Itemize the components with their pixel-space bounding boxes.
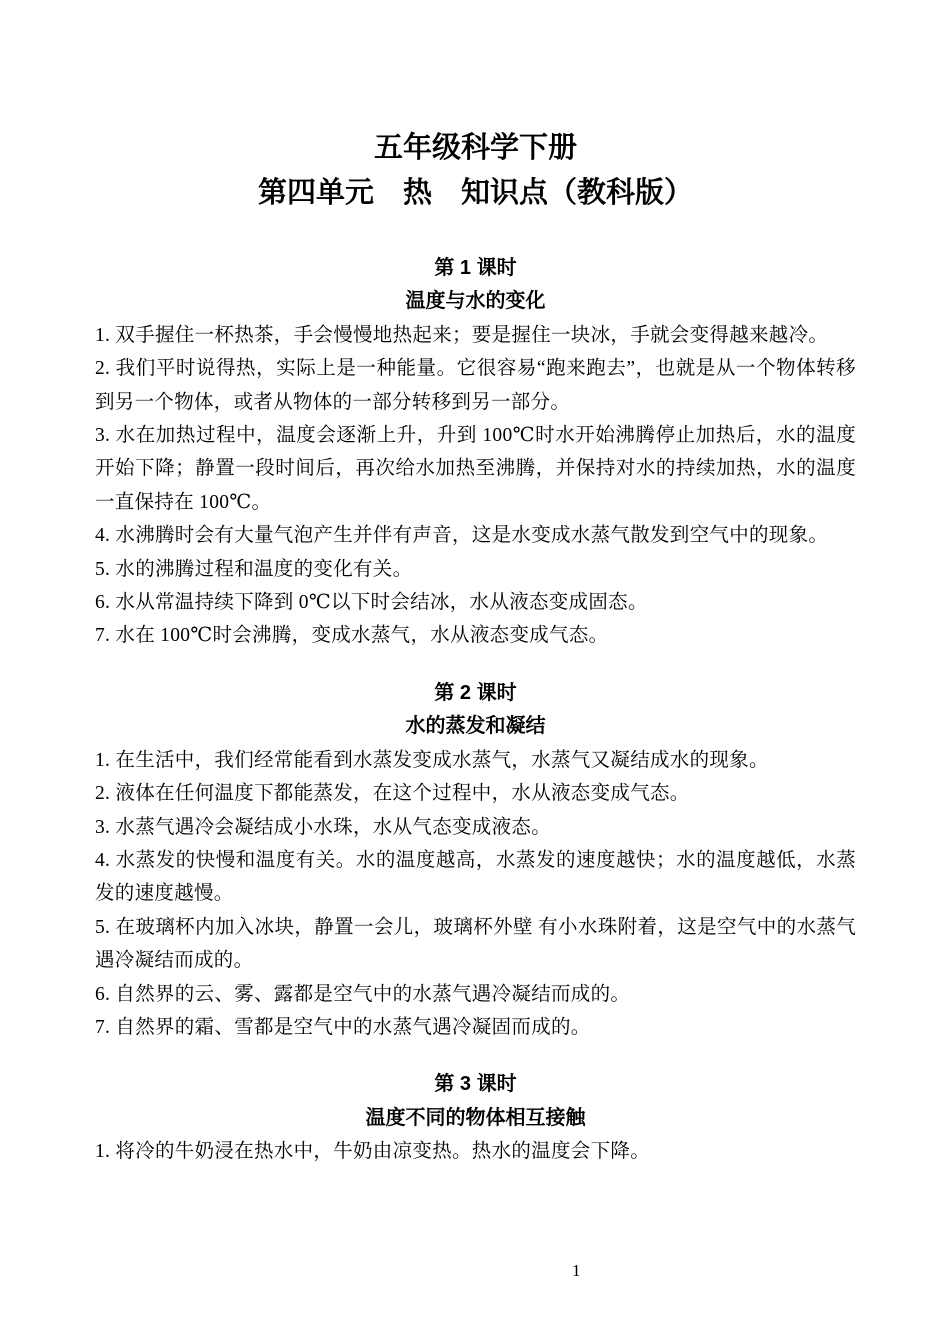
knowledge-point: 3. 水在加热过程中，温度会逐渐上升，升到 100℃时水开始沸腾停止加热后，水的温度开始下降；静置一段时间后，再次给水加热至沸腾，并保持对水的持续加热，水的温度一直保持在 100℃。 — [95, 425, 856, 513]
lesson-title: 温度不同的物体相互接触 — [365, 1106, 586, 1129]
page-number: 1 — [572, 1261, 581, 1280]
lesson-title: 水的蒸发和凝结 — [405, 715, 546, 738]
lesson-section-3 — [95, 1068, 856, 1168]
knowledge-point: 7. 自然界的霜、雪都是空气中的水蒸气遇冷凝固而成的。 — [95, 1016, 591, 1038]
lesson-heading: 第 3 课时 — [434, 1073, 517, 1096]
knowledge-point: 1. 双手握住一杯热茶，手会慢慢地热起来；要是握住一块冰，手就会变得越来越冷。 — [95, 324, 829, 346]
lesson-title: 温度与水的变化 — [405, 290, 546, 313]
lesson-section-1 — [95, 252, 856, 653]
knowledge-point: 1. 在生活中，我们经常能看到水蒸发变成水蒸气，水蒸气又凝结成水的现象。 — [95, 749, 769, 771]
knowledge-point: 5. 在玻璃杯内加入冰块，静置一会儿，玻璃杯外壁 有小水珠附着，这是空气中的水蒸气遇冷凝结而成的。 — [95, 916, 856, 972]
knowledge-point: 4. 水蒸发的快慢和温度有关。水的温度越高，水蒸发的速度越快；水的温度越低，水蒸发的速度越慢。 — [95, 849, 856, 905]
knowledge-point: 6. 水从常温持续下降到 0℃以下时会结冰，水从液态变成固态。 — [95, 592, 648, 614]
lesson-section-2 — [95, 677, 856, 1044]
knowledge-point: 2. 我们平时说得热，实际上是一种能量。它很容易“跑来跑去”，也就是从一个物体转移到另一个物体，或者从物体的一部分转移到另一部分。 — [95, 358, 856, 413]
knowledge-point: 4. 水沸腾时会有大量气泡产生并伴有声音，这是水变成水蒸气散发到空气中的现象。 — [95, 525, 829, 547]
knowledge-point: 2. 液体在任何温度下都能蒸发，在这个过程中，水从液态变成气态。 — [95, 783, 690, 805]
doc-subtitle: 第四单元 热 知识点（教科版） — [257, 177, 693, 209]
lesson-heading: 第 1 课时 — [434, 257, 517, 279]
lesson-heading: 第 2 课时 — [434, 681, 517, 704]
doc-title: 五年级科学下册 — [373, 132, 577, 164]
knowledge-point: 6. 自然界的云、雾、露都是空气中的水蒸气遇冷凝结而成的。 — [95, 983, 631, 1005]
knowledge-point: 3. 水蒸气遇冷会凝结成小水珠，水从气态变成液态。 — [95, 816, 552, 838]
knowledge-point: 1. 将冷的牛奶浸在热水中，牛奶由凉变热。热水的温度会下降。 — [95, 1141, 651, 1163]
knowledge-point: 5. 水的沸腾过程和温度的变化有关。 — [95, 558, 413, 580]
knowledge-point: 7. 水在 100℃时会沸腾，变成水蒸气，水从液态变成气态。 — [95, 625, 609, 647]
